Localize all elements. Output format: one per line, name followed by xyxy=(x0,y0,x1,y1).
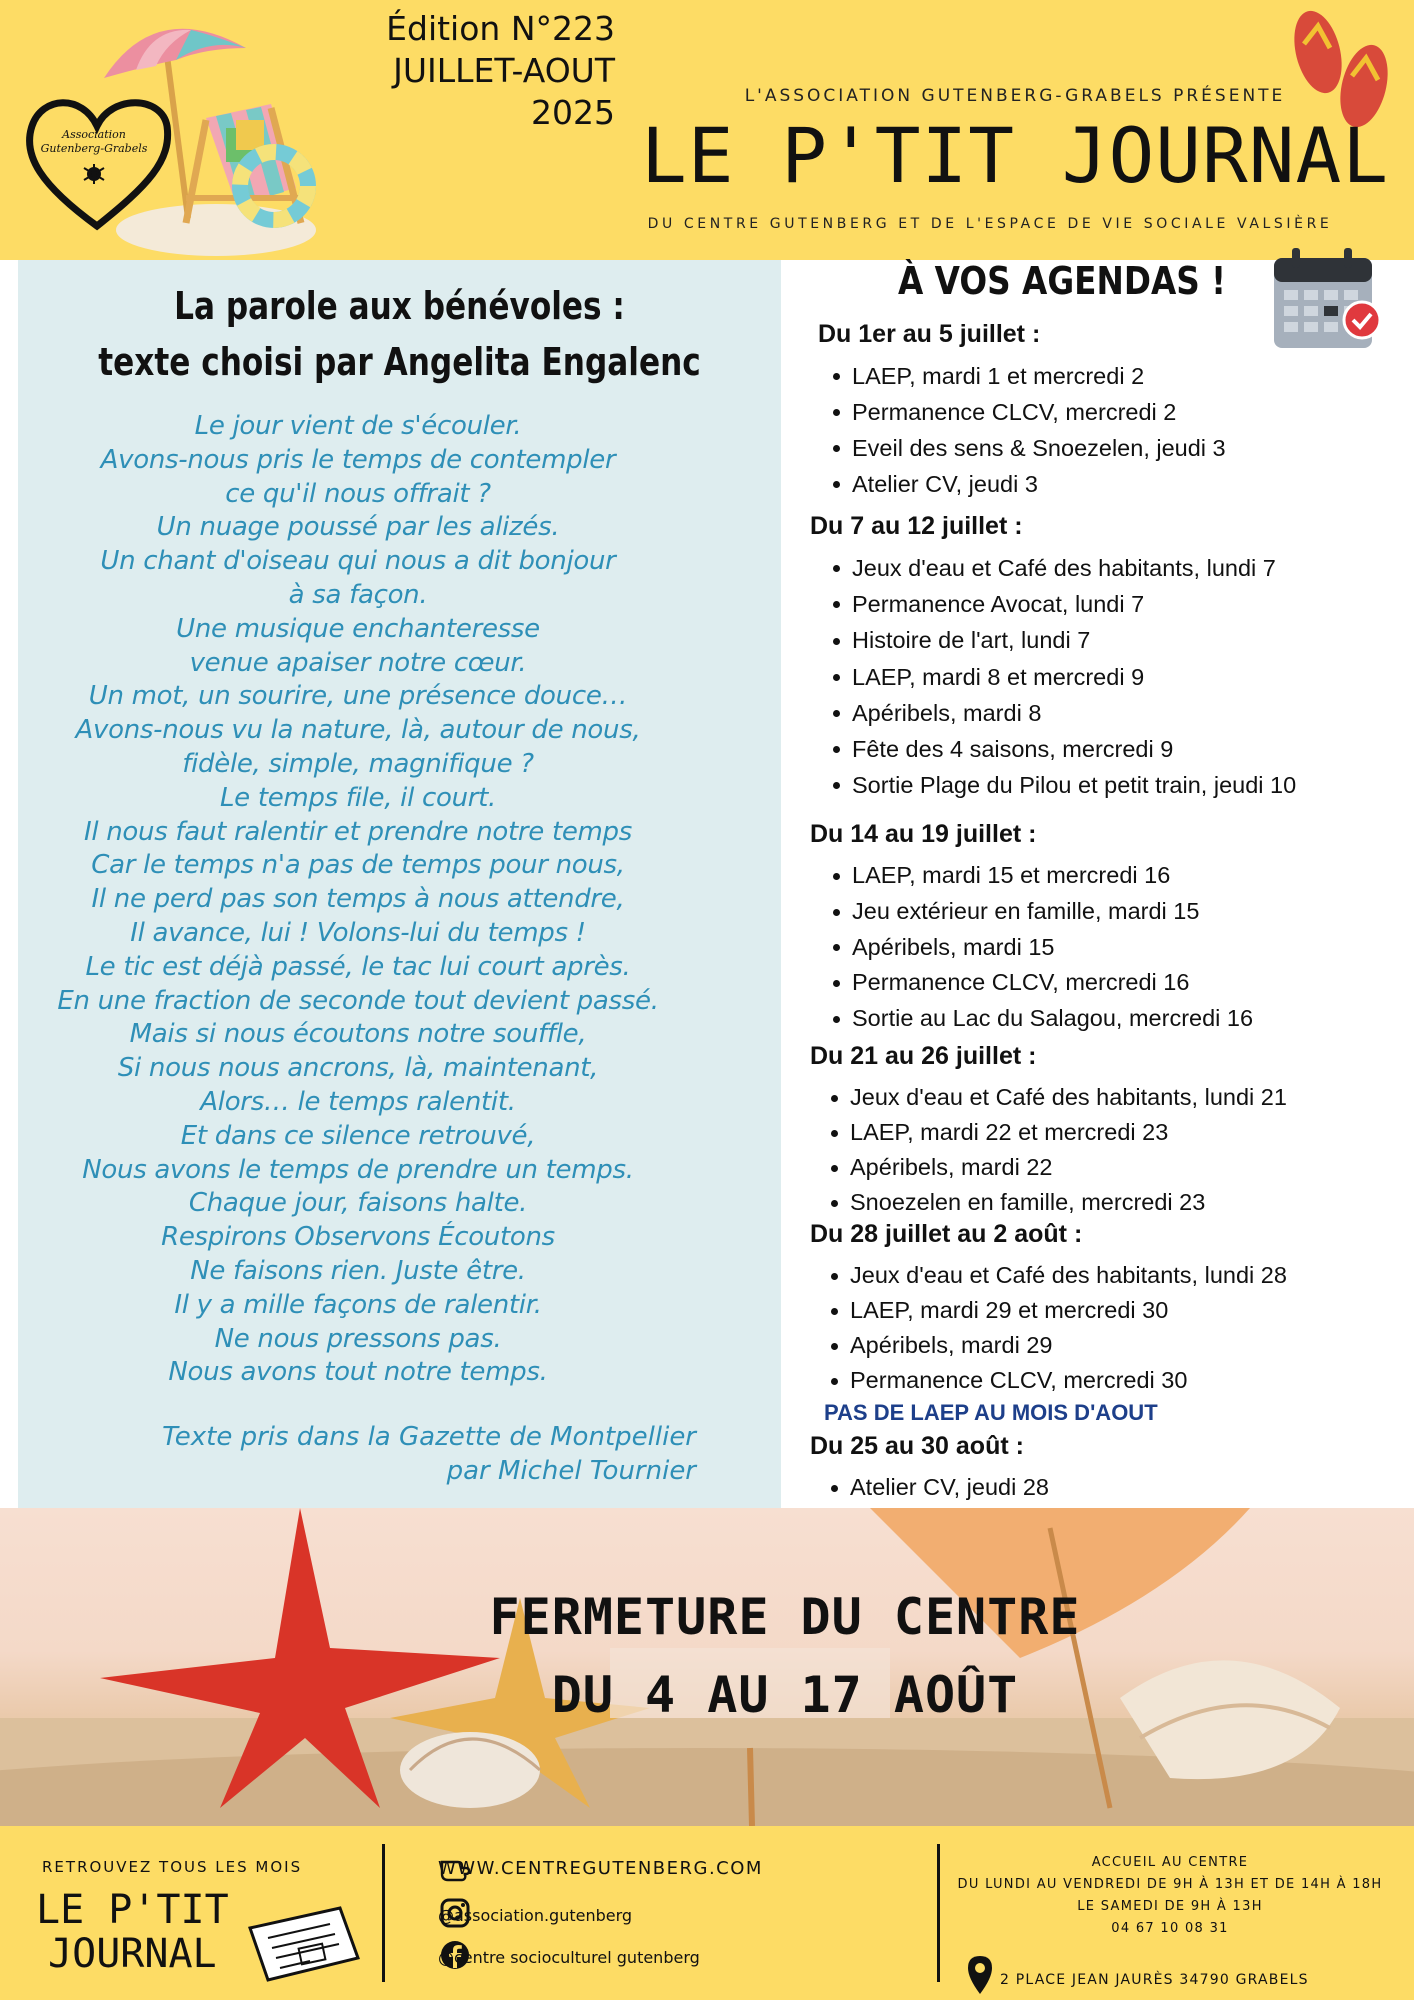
opening-hours: ACCUEIL AU CENTRE DU LUNDI AU VENDREDI DE 9H À 13H ET DE 14H À 18H LE SAMEDI DE 9H À 13H 04 67 10 08 31 xyxy=(950,1852,1390,1940)
closure-banner xyxy=(0,1508,1414,1826)
poem-line: Le jour vient de s'écouler. xyxy=(194,411,522,441)
edition-year: 2025 xyxy=(531,93,615,132)
presents-line: L'ASSOCIATION GUTENBERG-GRABELS PRÉSENTE xyxy=(744,86,1286,106)
poem-line: En une fraction de seconde tout devient passé. xyxy=(57,985,659,1016)
poem-line: Alors… le temps ralentit. xyxy=(200,1086,516,1117)
event-list xyxy=(828,1470,1049,1505)
poem-line: Ne nous pressons pas. xyxy=(214,1323,502,1354)
event-item: Atelier CV, jeudi 3 xyxy=(830,466,1226,502)
poem-line: Ne faisons rien. Juste être. xyxy=(190,1255,526,1286)
poem-line: Il y a mille façons de ralentir. xyxy=(174,1289,542,1320)
event-item: Permanence CLCV, mercredi 30 xyxy=(828,1363,1287,1398)
poem-line: ce qu'il nous offrait ? xyxy=(225,478,491,509)
footer-divider xyxy=(382,1844,385,1982)
week-title: Du 25 au 30 août : xyxy=(810,1432,1024,1460)
poem-text xyxy=(18,410,781,1390)
week-title: Du 14 au 19 juillet : xyxy=(810,820,1037,848)
event-list xyxy=(828,1258,1287,1398)
event-item: Apéribels, mardi 22 xyxy=(828,1150,1287,1185)
poem-source: Texte pris dans la Gazette de Montpellier par Michel Tournier xyxy=(162,1422,696,1486)
poem-line: Si nous nous ancrons, là, maintenant, xyxy=(117,1053,599,1084)
event-item: Permanence CLCV, mercredi 2 xyxy=(830,394,1226,430)
event-list xyxy=(830,550,1296,803)
event-item: Apéribels, mardi 29 xyxy=(828,1328,1287,1363)
no-laep-notice: PAS DE LAEP AU MOIS D'AOUT xyxy=(824,1400,1158,1425)
poem-line: Avons-nous pris le temps de contempler xyxy=(100,444,616,475)
poem-line: venue apaiser notre cœur. xyxy=(189,647,527,678)
event-item: Apéribels, mardi 15 xyxy=(830,930,1253,966)
week-title: Du 1er au 5 juillet : xyxy=(818,320,1041,348)
poem-line: Une musique enchanteresse xyxy=(176,613,540,644)
event-item: Fête des 4 saisons, mercredi 9 xyxy=(830,731,1296,767)
footer-divider xyxy=(937,1844,940,1982)
svg-text:Association: Association xyxy=(62,128,126,141)
edition-months: JUILLET-AOUT xyxy=(393,51,615,90)
event-item: Sortie au Lac du Salagou, mercredi 16 xyxy=(830,1001,1253,1037)
week-title: Du 7 au 12 juillet : xyxy=(810,512,1023,540)
journal-subtitle: DU CENTRE GUTENBERG ET DE L'ESPACE DE VIE SOCIALE VALSIÈRE xyxy=(647,216,1333,232)
section-title: La parole aux bénévoles : texte choisi par Angelita Engalenc xyxy=(98,284,701,384)
event-list xyxy=(830,858,1253,1037)
event-item: Permanence CLCV, mercredi 16 xyxy=(830,965,1253,1001)
week-title: Du 21 au 26 juillet : xyxy=(810,1042,1037,1070)
phone-number: 04 67 10 08 31 xyxy=(1111,1921,1229,1936)
poem-line: Car le temps n'a pas de temps pour nous, xyxy=(91,850,625,881)
edition-info xyxy=(330,8,615,134)
event-item: LAEP, mardi 22 et mercredi 23 xyxy=(828,1115,1287,1150)
facebook-handle[interactable]: @centre socioculturel gutenberg xyxy=(438,1948,700,1967)
event-item: Eveil des sens & Snoezelen, jeudi 3 xyxy=(830,430,1226,466)
event-item: Histoire de l'art, lundi 7 xyxy=(830,622,1296,658)
header xyxy=(0,0,1414,260)
poem-line: Respirons Observons Écoutons xyxy=(161,1222,555,1253)
event-item: Jeux d'eau et Café des habitants, lundi 21 xyxy=(828,1080,1287,1115)
poem-line: Et dans ce silence retrouvé, xyxy=(180,1120,536,1151)
poem-line: Le tic est déjà passé, le tac lui court après. xyxy=(85,951,631,982)
poem-line: Mais si nous écoutons notre souffle, xyxy=(129,1019,587,1050)
footer-logo: LE P'TIT JOURNAL xyxy=(36,1887,229,1977)
event-list xyxy=(828,1080,1287,1220)
event-item: LAEP, mardi 1 et mercredi 2 xyxy=(830,358,1226,394)
poem-line: Il nous faut ralentir et prendre notre temps xyxy=(83,816,633,847)
event-item: Apéribels, mardi 8 xyxy=(830,695,1296,731)
newspaper-icon xyxy=(240,1898,368,1988)
volunteer-section xyxy=(18,260,781,1510)
event-item: Atelier CV, jeudi 28 xyxy=(828,1470,1049,1505)
closure-notice: FERMETURE DU CENTRE DU 4 AU 17 AOÛT xyxy=(489,1588,1081,1724)
address: 2 PLACE JEAN JAURÈS 34790 GRABELS xyxy=(1000,1972,1309,1988)
poem-line: Il ne perd pas son temps à nous attendre, xyxy=(91,884,625,915)
event-item: Permanence Avocat, lundi 7 xyxy=(830,586,1296,622)
event-item: LAEP, mardi 8 et mercredi 9 xyxy=(830,659,1296,695)
event-list xyxy=(830,358,1226,502)
poem-line: fidèle, simple, magnifique ? xyxy=(182,748,534,779)
event-item: Snoezelen en famille, mercredi 23 xyxy=(828,1185,1287,1220)
journal-title: LE P'TIT JOURNAL xyxy=(640,111,1390,200)
poem-line: à sa façon. xyxy=(288,579,428,610)
instagram-handle[interactable]: @association.gutenberg xyxy=(438,1906,633,1925)
poem-line: Il avance, lui ! Volons-lui du temps ! xyxy=(130,917,586,948)
event-item: LAEP, mardi 29 et mercredi 30 xyxy=(828,1293,1287,1328)
poem-line: Un nuage poussé par les alizés. xyxy=(156,512,560,543)
footer-tagline: RETROUVEZ TOUS LES MOIS xyxy=(42,1858,303,1876)
event-item: Jeu extérieur en famille, mardi 15 xyxy=(830,894,1253,930)
poem-line: Le temps file, il court. xyxy=(219,782,497,813)
agenda-title: À VOS AGENDAS ! xyxy=(897,259,1227,303)
event-item: Jeux d'eau et Café des habitants, lundi 28 xyxy=(828,1258,1287,1293)
event-item: Sortie Plage du Pilou et petit train, jeudi 10 xyxy=(830,767,1296,803)
svg-text:Gutenberg-Grabels: Gutenberg-Grabels xyxy=(40,142,148,155)
edition-number: Édition N°223 xyxy=(386,9,615,48)
calendar-icon xyxy=(1270,244,1380,354)
poem-line: Un mot, un sourire, une présence douce… xyxy=(88,681,628,712)
event-item: LAEP, mardi 15 et mercredi 16 xyxy=(830,858,1253,894)
poem-line: Avons-nous vu la nature, là, autour de nous, xyxy=(75,715,641,746)
association-logo xyxy=(22,86,172,236)
location-pin-icon xyxy=(966,1954,994,1996)
poem-line: Un chant d'oiseau qui nous a dit bonjour xyxy=(100,546,616,577)
poem-line: Chaque jour, faisons halte. xyxy=(188,1188,528,1219)
event-item: Jeux d'eau et Café des habitants, lundi 7 xyxy=(830,550,1296,586)
week-title: Du 28 juillet au 2 août : xyxy=(810,1220,1083,1248)
poem-line: Nous avons le temps de prendre un temps. xyxy=(82,1154,634,1185)
website-link[interactable]: WWW.CENTREGUTENBERG.COM xyxy=(438,1858,763,1879)
footer xyxy=(0,1826,1414,2000)
poem-line: Nous avons tout notre temps. xyxy=(168,1357,548,1388)
